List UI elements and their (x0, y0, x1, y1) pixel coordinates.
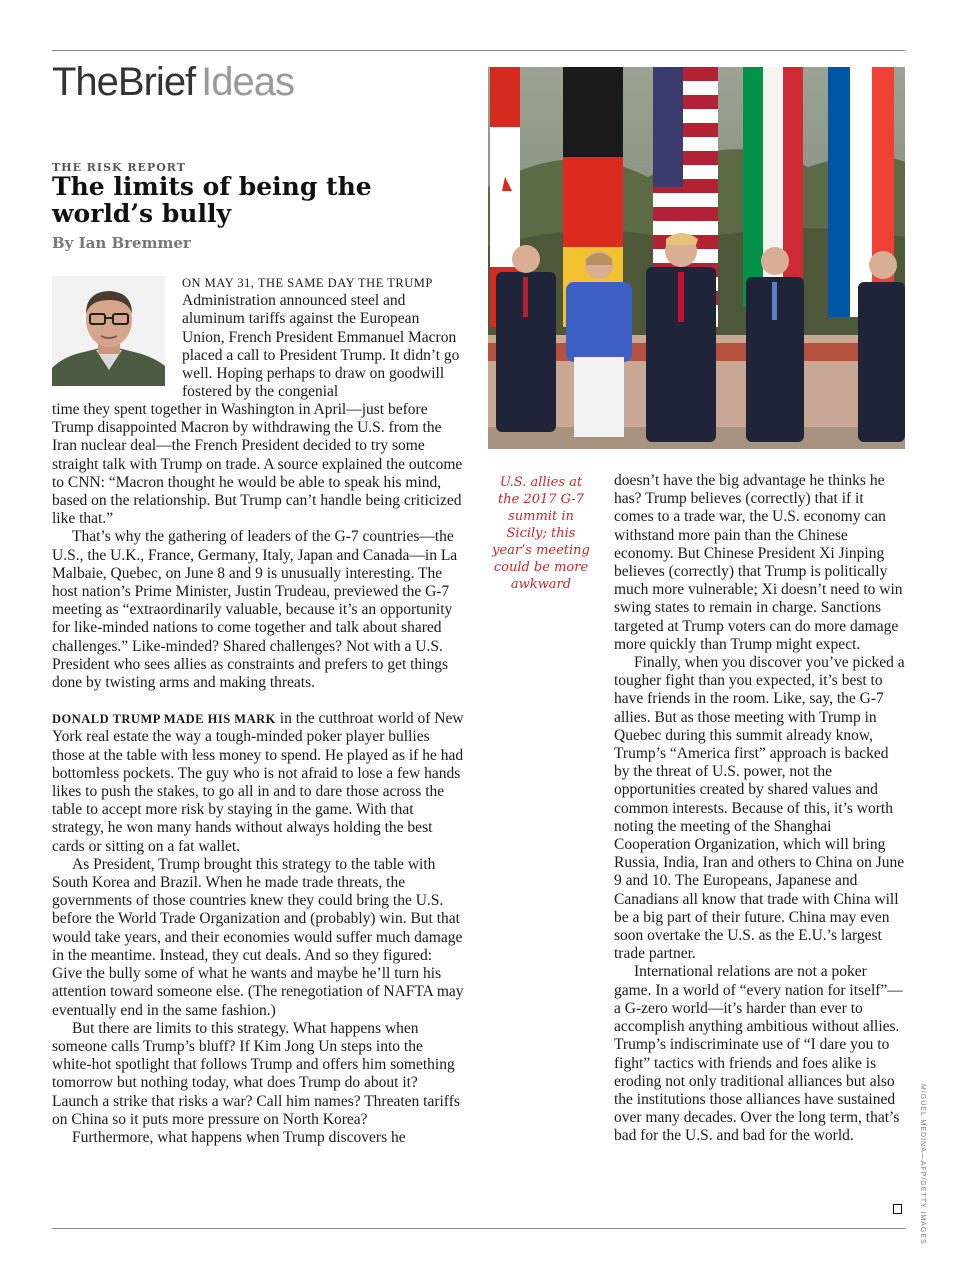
paragraph-4: As President, Trump brought this strategy to the table with South Korea and Brazil. When he made trade threats, the governments of those countries knew they could bring the U.S. before the World Trade Organization and (probably) win. But that would take years, and their economies would suffer much damage in the meantime. Instead, they cut deals. And so they figured: Give the bully some of what he wants and maybe he’ll turn his attention toward someone else. (The renegotiation of NAFTA may eventually end in the same fashion.) (52, 855, 464, 1019)
paragraph-6-start: Furthermore, what happens when Trump discovers he (72, 1128, 406, 1146)
photo-caption: U.S. allies at the 2017 G-7 summit in Sicily; this year’s meeting could be more awkward (492, 475, 590, 592)
author-photo (52, 276, 165, 386)
section-subtitle: Ideas (201, 60, 295, 104)
paragraph-3: DONALD TRUMP MADE HIS MARK in the cutthroat world of New York real estate the way a tough-minded poker player bullies those at the table with less money to spend. He played as if he had bottomless pockets. The guy who is not afraid to lose a few hands likes to push the stakes, to go all in and to dare those across the table to accept more risk by staying in the game. With that strategy, he won many hands without always holding the best cards or sitting on a fat wallet. (52, 710, 464, 855)
paragraph-5: But there are limits to this strategy. What happens when someone calls Trump’s bluff? If Kim Jong Un steps into the white-hot spotlight that follows Trump and offers him something tomorrow but nothing today, what does Trump do about it? Launch a strike that risks a war? Call him names? Threaten tariffs on China so it puts more pressure on North Korea? (52, 1019, 460, 1128)
paragraph-8: International relations are not a poker game. In a world of “every nation for itself”—a G-zero world—it’s harder than ever to accomplish anything ambitious without allies. Trump’s indiscriminate use of “I dare you to fight” tactics with friends and foes alike is eroding not only traditional alliances but also the institutions those alliances have sustained over many decades. Over the long term, that’s bad for the U.S. and bad for the world. (614, 963, 903, 1145)
lead-text: Administration announced steel and aluminum tariffs against the European Union, French President Emmanuel Macron placed a call to President Trump. It didn’t go well. Hoping perhaps to draw on goodwill fostered by the congenial (182, 292, 460, 401)
end-of-article-mark (893, 1204, 902, 1214)
paragraph-1-continued: time they spent together in Washington in April—just before Trump disappointed Macron by withdrawing the U.S. from the Iran nuclear deal—the French President decided to try some straight talk with Trump on trade. A source explained the outcome to CNN: “Macron thought he would be able to speak his mind, based on the relationship. But Trump can’t handle being criticized like that.” (52, 401, 463, 528)
paragraph-7: Finally, when you discover you’ve picked a tougher fight than you expected, it’s best to have friends in the room. Like, say, the G-7 allies. But as those meeting with Trump in Quebec during this summit already know, Trump’s “America first” approach is backed by the threat of U.S. power, not the opportunities created by shared values and common interests. Because of this, it’s worth noting the meeting of the Shanghai Cooperation Organization, which will bring Russia, India, Iran and others to China on June 9 and 10. The Europeans, Japanese and Canadians all know that trade with China will be a big part of their future. China may even soon overtake the U.S. as the E.U.’s largest trade partner. (614, 654, 905, 963)
bottom-rule (52, 1228, 905, 1229)
article-column-1-top (182, 274, 464, 401)
photo-credit: MIGUEL MEDINA—AFP/GETTY IMAGES (919, 1084, 926, 1245)
article-column-2 (614, 472, 906, 1146)
paragraph-2: That’s why the gathering of leaders of the G-7 countries—the U.S., the U.K., France, Germany, Italy, Japan and Canada—in La Malbaie, Quebec, on June 8 and 9 is unusually interesting. The host nation’s Prime Minister, Justin Trudeau, previewed the G-7 meeting as “extraordinarily valuable, because it’s an opportunity for like-minded nations to come together and talk about shared challenges.” Like-minded? Shared challenges? Not with a U.S. President who sees allies as constraints and prefers to get things done by twisting arms and making threats. (52, 528, 458, 692)
section-lead-in: DONALD TRUMP MADE HIS MARK (52, 712, 276, 727)
top-rule (52, 50, 905, 51)
paragraph-1-lead (182, 274, 464, 401)
g7-photo-illustration (488, 67, 905, 449)
article-headline: The limits of being the world’s bully (52, 172, 372, 228)
paragraph-6-continued: doesn’t have the big advantage he thinks he has? Trump believes (correctly) that if it comes to a trade war, the U.S. economy can withstand more pain than the Chinese economy. But Chinese President Xi Jinping believes (correctly) that Trump is politically much more vulnerable; Xi doesn’t need to win swing states to remain in charge. Sanctions targeted at Trump voters can do more damage more quickly than Trump might expect. (614, 472, 903, 653)
article-column-1 (52, 401, 466, 1147)
article-kicker: THE RISK REPORT (52, 161, 186, 174)
lead-in-caps: ON MAY 31, THE SAME DAY THE TRUMP (182, 276, 433, 290)
section-title: TheBrief Ideas (52, 60, 295, 104)
article-byline: By Ian Bremmer (52, 234, 191, 252)
g7-leaders-photo (488, 67, 905, 449)
author-portrait-illustration (52, 276, 165, 386)
